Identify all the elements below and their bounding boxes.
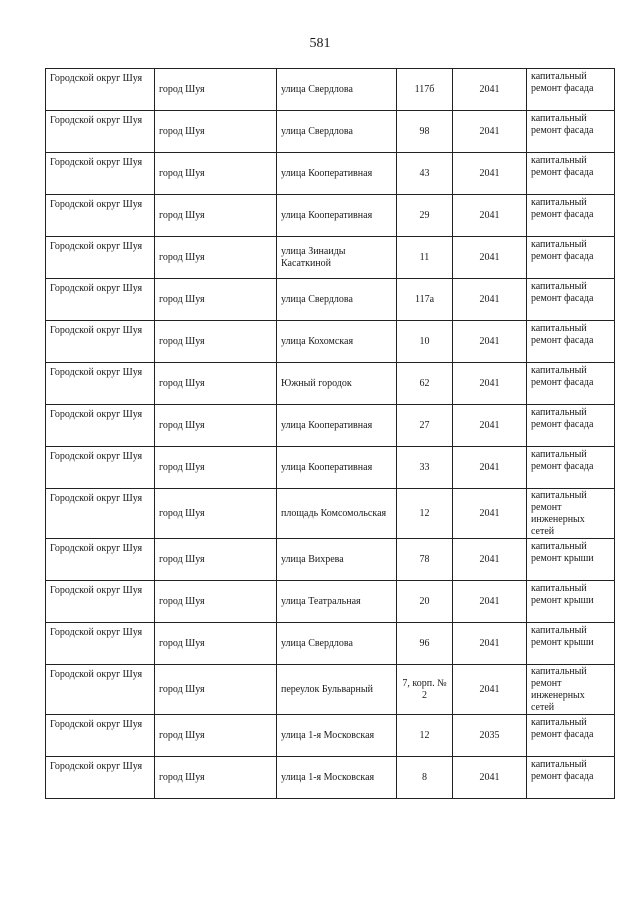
cell-city: город Шуя [155, 757, 277, 799]
cell-district: Городской округ Шуя [46, 111, 155, 153]
cell-house-number: 98 [397, 111, 453, 153]
table-row [46, 321, 615, 363]
table-row [46, 363, 615, 405]
cell-city: город Шуя [155, 69, 277, 111]
cell-district: Городской округ Шуя [46, 405, 155, 447]
cell-work-type: капитальный ремонт инженерных сетей [527, 489, 615, 539]
cell-district: Городской округ Шуя [46, 623, 155, 665]
cell-house-number: 117б [397, 69, 453, 111]
cell-year: 2041 [453, 405, 527, 447]
cell-house-number: 117а [397, 279, 453, 321]
cell-street: улица Кооперативная [277, 153, 397, 195]
cell-work-type: капитальный ремонт фасада [527, 405, 615, 447]
cell-work-type: капитальный ремонт инженерных сетей [527, 665, 615, 715]
cell-district: Городской округ Шуя [46, 665, 155, 715]
cell-work-type: капитальный ремонт крыши [527, 623, 615, 665]
cell-year: 2041 [453, 321, 527, 363]
table-row [46, 195, 615, 237]
cell-house-number: 29 [397, 195, 453, 237]
cell-work-type: капитальный ремонт фасада [527, 237, 615, 279]
cell-city: город Шуя [155, 363, 277, 405]
cell-street: улица Свердлова [277, 69, 397, 111]
table-row [46, 153, 615, 195]
table-row [46, 279, 615, 321]
table-row [46, 447, 615, 489]
cell-street: улица Свердлова [277, 111, 397, 153]
cell-city: город Шуя [155, 321, 277, 363]
cell-district: Городской округ Шуя [46, 757, 155, 799]
cell-year: 2041 [453, 489, 527, 539]
cell-house-number: 33 [397, 447, 453, 489]
table-row [46, 665, 615, 715]
cell-district: Городской округ Шуя [46, 581, 155, 623]
cell-city: город Шуя [155, 489, 277, 539]
table-row [46, 539, 615, 581]
cell-city: город Шуя [155, 447, 277, 489]
cell-house-number: 96 [397, 623, 453, 665]
cell-city: город Шуя [155, 195, 277, 237]
cell-house-number: 78 [397, 539, 453, 581]
cell-street: улица Кооперативная [277, 405, 397, 447]
cell-district: Городской округ Шуя [46, 153, 155, 195]
cell-street: площадь Комсомольская [277, 489, 397, 539]
table-row [46, 237, 615, 279]
cell-work-type: капитальный ремонт фасада [527, 715, 615, 757]
cell-year: 2041 [453, 195, 527, 237]
page-number: 581 [309, 36, 331, 51]
cell-district: Городской округ Шуя [46, 447, 155, 489]
cell-district: Городской округ Шуя [46, 69, 155, 111]
cell-year: 2041 [453, 363, 527, 405]
cell-work-type: капитальный ремонт фасада [527, 111, 615, 153]
cell-house-number: 12 [397, 715, 453, 757]
cell-year: 2041 [453, 237, 527, 279]
cell-city: город Шуя [155, 581, 277, 623]
cell-street: улица Театральная [277, 581, 397, 623]
cell-street: улица 1-я Московская [277, 715, 397, 757]
cell-work-type: капитальный ремонт фасада [527, 279, 615, 321]
cell-city: город Шуя [155, 279, 277, 321]
cell-city: город Шуя [155, 623, 277, 665]
cell-year: 2041 [453, 111, 527, 153]
cell-house-number: 11 [397, 237, 453, 279]
cell-house-number: 27 [397, 405, 453, 447]
cell-street: улица Кохомская [277, 321, 397, 363]
cell-house-number: 8 [397, 757, 453, 799]
cell-city: город Шуя [155, 715, 277, 757]
cell-district: Городской округ Шуя [46, 237, 155, 279]
cell-house-number: 10 [397, 321, 453, 363]
cell-year: 2041 [453, 447, 527, 489]
cell-work-type: капитальный ремонт фасада [527, 447, 615, 489]
cell-work-type: капитальный ремонт крыши [527, 581, 615, 623]
cell-house-number: 7, корп. № 2 [397, 665, 453, 715]
table-row [46, 623, 615, 665]
table-row [46, 111, 615, 153]
cell-district: Городской округ Шуя [46, 715, 155, 757]
cell-year: 2041 [453, 539, 527, 581]
cell-city: город Шуя [155, 111, 277, 153]
cell-house-number: 62 [397, 363, 453, 405]
cell-year: 2041 [453, 153, 527, 195]
cell-city: город Шуя [155, 539, 277, 581]
cell-year: 2035 [453, 715, 527, 757]
cell-year: 2041 [453, 623, 527, 665]
cell-house-number: 43 [397, 153, 453, 195]
cell-street: улица Зинаиды Касаткиной [277, 237, 397, 279]
cell-district: Городской округ Шуя [46, 489, 155, 539]
cell-work-type: капитальный ремонт фасада [527, 195, 615, 237]
table-row [46, 581, 615, 623]
cell-district: Городской округ Шуя [46, 279, 155, 321]
cell-work-type: капитальный ремонт фасада [527, 153, 615, 195]
cell-work-type: капитальный ремонт фасада [527, 321, 615, 363]
cell-district: Городской округ Шуя [46, 363, 155, 405]
cell-year: 2041 [453, 69, 527, 111]
cell-street: переулок Бульварный [277, 665, 397, 715]
cell-street: Южный городок [277, 363, 397, 405]
cell-district: Городской округ Шуя [46, 539, 155, 581]
cell-house-number: 12 [397, 489, 453, 539]
cell-street: улица Свердлова [277, 623, 397, 665]
cell-street: улица Свердлова [277, 279, 397, 321]
cell-year: 2041 [453, 757, 527, 799]
cell-year: 2041 [453, 581, 527, 623]
cell-city: город Шуя [155, 153, 277, 195]
cell-city: город Шуя [155, 237, 277, 279]
cell-city: город Шуя [155, 665, 277, 715]
cell-work-type: капитальный ремонт фасада [527, 363, 615, 405]
cell-district: Городской округ Шуя [46, 195, 155, 237]
cell-district: Городской округ Шуя [46, 321, 155, 363]
cell-year: 2041 [453, 665, 527, 715]
housing-repair-table [45, 68, 615, 799]
cell-house-number: 20 [397, 581, 453, 623]
cell-work-type: капитальный ремонт фасада [527, 69, 615, 111]
cell-work-type: капитальный ремонт крыши [527, 539, 615, 581]
cell-street: улица Кооперативная [277, 195, 397, 237]
cell-city: город Шуя [155, 405, 277, 447]
cell-street: улица 1-я Московская [277, 757, 397, 799]
cell-work-type: капитальный ремонт фасада [527, 757, 615, 799]
table-row [46, 69, 615, 111]
table-row [46, 715, 615, 757]
cell-street: улица Вихрева [277, 539, 397, 581]
table-body [46, 69, 615, 799]
table-row [46, 757, 615, 799]
table-row [46, 489, 615, 539]
cell-year: 2041 [453, 279, 527, 321]
table-row [46, 405, 615, 447]
cell-street: улица Кооперативная [277, 447, 397, 489]
